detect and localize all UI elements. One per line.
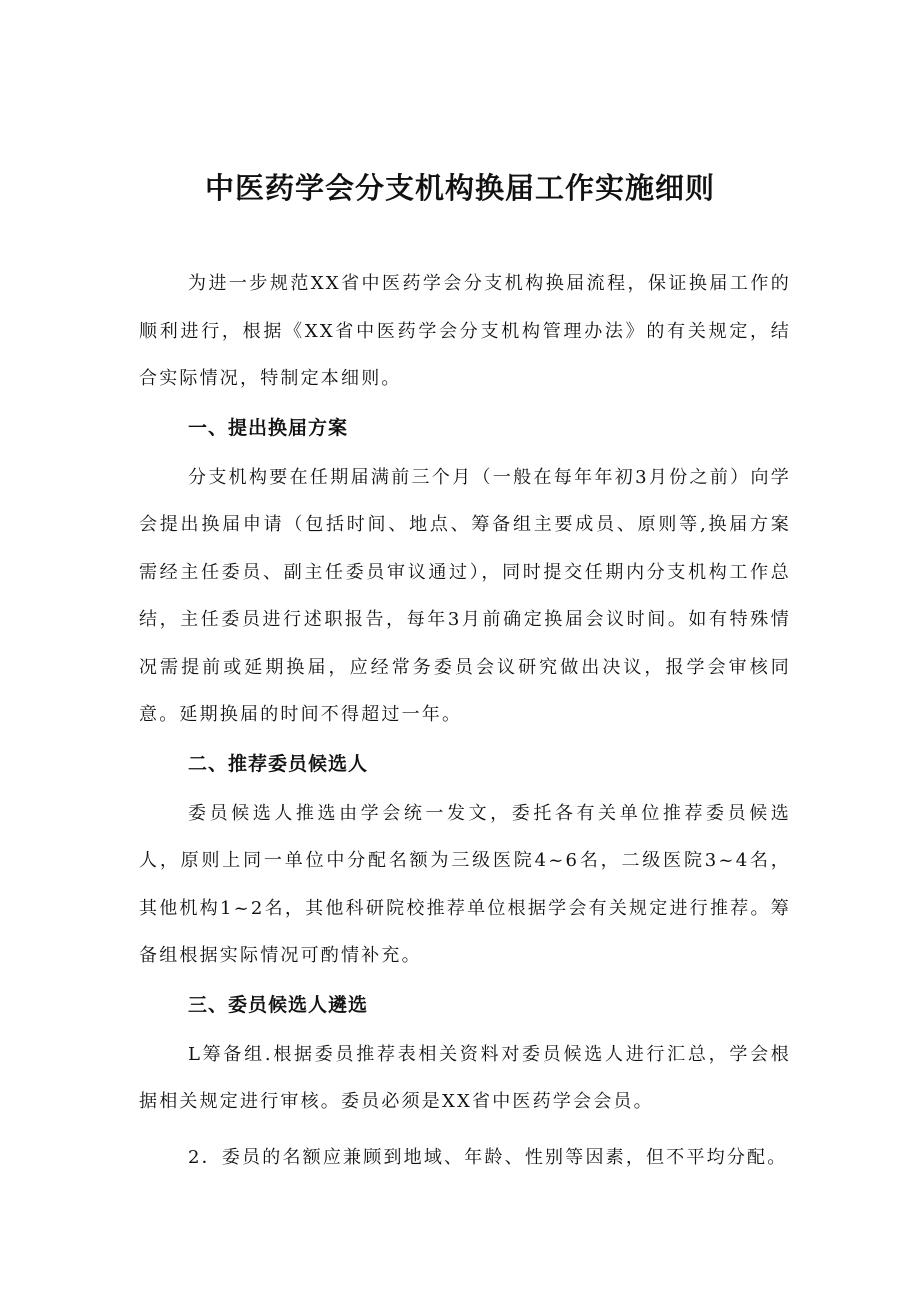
section-paragraph: 2．委员的名额应兼顾到地域、年龄、性别等因素，但不平均分配。 [188, 1146, 788, 1168]
intro-paragraph: 为进一步规范XX省中医药学会分支机构换届流程，保证换届工作的顺利进行，根据《XX省中医药学会分支机构管理办法》的有关规定，结合实际情况，特制定本细则。 [139, 273, 791, 389]
paragraph-gap [139, 1126, 791, 1134]
document-title: 中医药学会分支机构换届工作实施细则 [204, 171, 715, 205]
section-heading: 二、推荐委员候选人 [188, 752, 369, 775]
section-1 [139, 403, 791, 739]
section-3 [139, 980, 791, 1182]
section-paragraph: 分支机构要在任期届满前三个月（一般在每年年初3月份之前）向学会提出换届申请（包括时间、地点、筹备组主要成员、原则等,换届方案需经主任委员、副主任委员审议通过），同时提交任期内分支机构工作总结，主任委员进行述职报告，每年3月前确定换届会议时间。如有特殊情况需提前或延期换届，应经常务委员会议研究做出决议，报学会审核同意。延期换届的时间不得超过一年。 [139, 466, 791, 725]
section-paragraph: 委员候选人推选由学会统一发文，委托各有关单位推荐委员候选人，原则上同一单位中分配名额为三级医院4~6名，二级医院3~4名，其他机构1~2名，其他科研院校推荐单位根据学会有关规定进行推荐。筹备组根据实际情况可酌情补充。 [139, 802, 791, 966]
section-heading: 一、提出换届方案 [188, 416, 349, 439]
section-heading: 三、委员候选人遴选 [188, 993, 369, 1016]
section-2 [139, 739, 791, 980]
document-body [139, 260, 791, 1181]
section-paragraph: L筹备组.根据委员推荐表相关资料对委员候选人进行汇总，学会根据相关规定进行审核。委员必须是XX省中医药学会会员。 [139, 1043, 791, 1112]
